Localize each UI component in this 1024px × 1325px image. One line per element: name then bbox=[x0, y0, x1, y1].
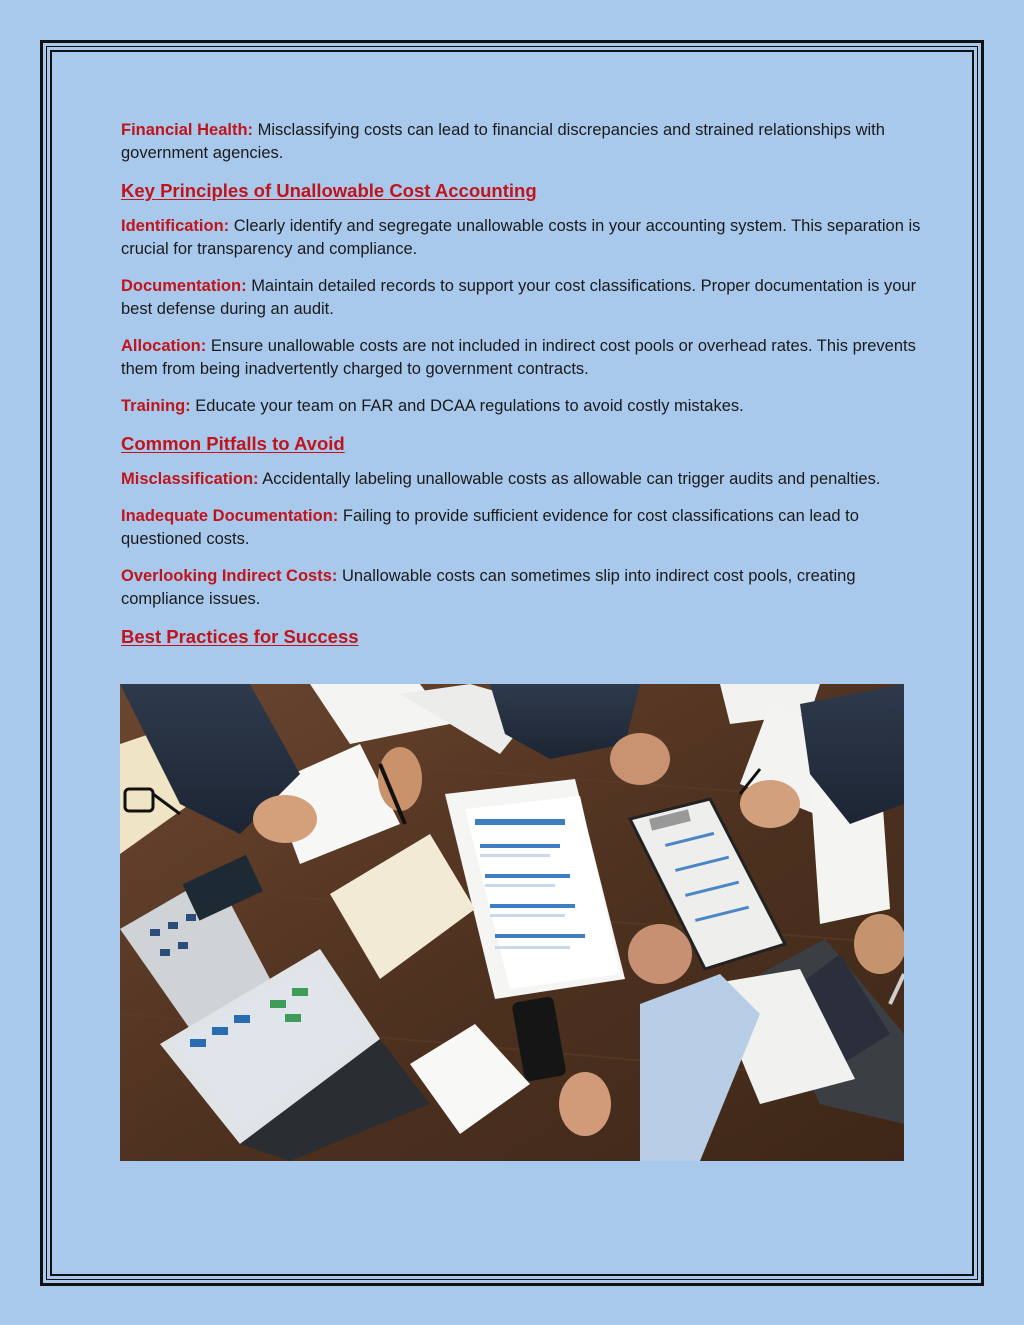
paragraph-label: Allocation: bbox=[121, 337, 207, 355]
section-heading-common-pitfalls: Common Pitfalls to Avoid bbox=[121, 433, 345, 454]
paragraph-label: Identification: bbox=[121, 217, 230, 235]
section-heading-best-practices: Best Practices for Success bbox=[121, 626, 359, 647]
paragraph-misclassification bbox=[121, 468, 921, 491]
paragraph-allocation bbox=[121, 335, 921, 381]
paragraph-text: Unallowable costs can sometimes slip into indirect cost pools, creating compliance issues. bbox=[121, 567, 856, 608]
paragraph-overlooking-indirect-costs bbox=[121, 565, 921, 611]
paragraph-text: Educate your team on FAR and DCAA regulations to avoid costly mistakes. bbox=[195, 397, 744, 415]
paragraph-label: Documentation: bbox=[121, 277, 247, 295]
paragraph-text: Accidentally labeling unallowable costs as allowable can trigger audits and penalties. bbox=[262, 470, 881, 488]
intro-text: Misclassifying costs can lead to financial discrepancies and strained relationships with government agencies. bbox=[121, 121, 885, 162]
paragraph-text: Ensure unallowable costs are not included in indirect cost pools or overhead rates. This prevents them from being inadvertently charged to government contracts. bbox=[121, 337, 916, 378]
section-heading-key-principles: Key Principles of Unallowable Cost Accounting bbox=[121, 180, 537, 201]
paragraph-text: Maintain detailed records to support your cost classifications. Proper documentation is your best defense during an audit. bbox=[121, 277, 917, 318]
paragraph-text: Failing to provide sufficient evidence for cost classifications can lead to questioned costs. bbox=[121, 507, 859, 548]
paragraph-documentation bbox=[121, 275, 921, 321]
paragraph-label: Training: bbox=[121, 397, 191, 415]
paragraph-text: Clearly identify and segregate unallowable costs in your accounting system. This separation is crucial for transparency and compliance. bbox=[121, 217, 921, 258]
intro-label: Financial Health: bbox=[121, 121, 254, 139]
paragraph-training bbox=[121, 395, 921, 418]
paragraph-label: Overlooking Indirect Costs: bbox=[121, 567, 338, 585]
paragraph-label: Misclassification: bbox=[121, 470, 259, 488]
document-body bbox=[121, 119, 921, 661]
paragraph-identification bbox=[121, 215, 921, 261]
business-meeting-photo bbox=[120, 684, 904, 1161]
paragraph-label: Inadequate Documentation: bbox=[121, 507, 339, 525]
intro-paragraph bbox=[121, 119, 921, 165]
paragraph-inadequate-documentation bbox=[121, 505, 921, 551]
